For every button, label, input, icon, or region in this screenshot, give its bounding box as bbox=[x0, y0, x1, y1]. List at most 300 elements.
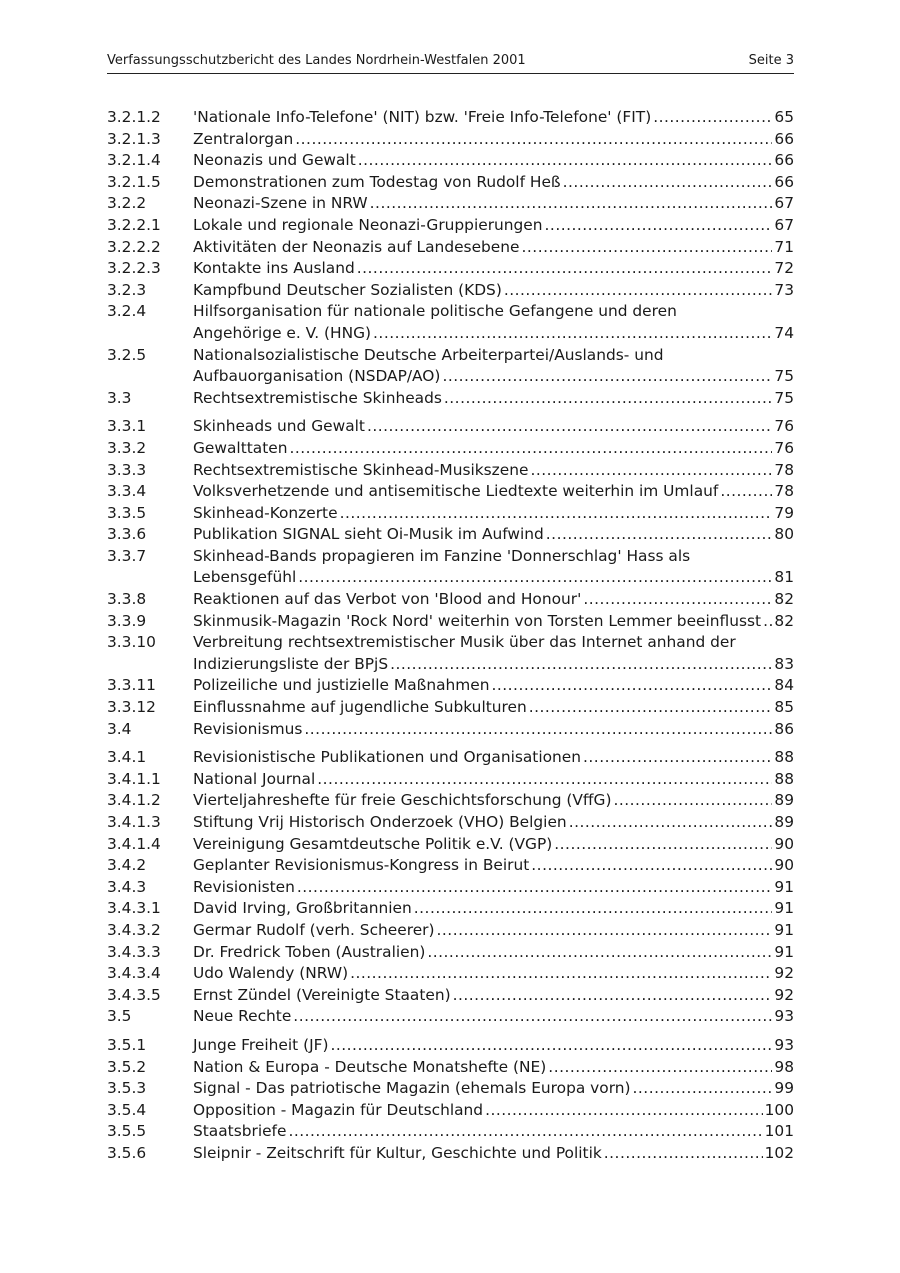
dot-leader bbox=[545, 215, 773, 237]
dot-leader bbox=[485, 1100, 763, 1122]
toc-entry-page: 91 bbox=[774, 942, 794, 961]
toc-entry-number: 3.5.1 bbox=[107, 1035, 147, 1054]
toc-entry-body bbox=[193, 877, 794, 899]
toc-entry-title-line: Verbreitung rechtsextremistischer Musik über das Internet anhand der bbox=[193, 633, 736, 652]
dot-leader bbox=[530, 460, 772, 482]
toc-entry-last-line bbox=[193, 524, 794, 546]
dot-leader bbox=[297, 877, 773, 899]
toc-entry-body bbox=[193, 855, 794, 877]
toc-entry-body bbox=[193, 280, 794, 302]
toc-entry-number: 3.5.2 bbox=[107, 1057, 147, 1076]
toc-entry[interactable] bbox=[107, 812, 794, 834]
toc-entry-number: 3.4.3.3 bbox=[107, 942, 161, 961]
toc-entry-page: 91 bbox=[774, 920, 794, 939]
toc-entry-title: Germar Rudolf (verh. Scheerer) bbox=[193, 920, 435, 939]
toc-entry-number: 3.2.1.4 bbox=[107, 151, 161, 170]
toc-entry-body bbox=[193, 812, 794, 834]
toc-entry-body bbox=[193, 632, 794, 675]
toc-entry-title: 'Nationale Info-Telefone' (NIT) bzw. 'Freie Info-Telefone' (FIT) bbox=[193, 108, 652, 126]
toc-entry[interactable] bbox=[107, 920, 794, 942]
dot-leader bbox=[653, 107, 772, 129]
toc-entry-last-line bbox=[193, 388, 794, 410]
toc-entry-title: Zentralorgan bbox=[193, 129, 294, 148]
toc-entry-body bbox=[193, 215, 794, 237]
toc-entry-last-line bbox=[193, 747, 794, 769]
toc-entry-title: Kontakte ins Ausland bbox=[193, 259, 355, 278]
toc-entry-title: Geplanter Revisionismus-Kongress in Beirut bbox=[193, 856, 530, 875]
toc-entry-last-line bbox=[193, 1143, 794, 1165]
toc-entry-title: Ernst Zündel (Vereinigte Staaten) bbox=[193, 985, 451, 1004]
toc-entry-page: 66 bbox=[774, 172, 794, 191]
toc-entry-page: 101 bbox=[764, 1122, 794, 1141]
toc-entry[interactable] bbox=[107, 301, 794, 344]
toc-entry-last-line bbox=[193, 855, 794, 877]
toc-entry-body bbox=[193, 301, 794, 344]
toc-entry-number: 3.3.11 bbox=[107, 676, 156, 695]
toc-entry-last-line bbox=[193, 1057, 794, 1079]
toc-entry-page: 98 bbox=[774, 1057, 794, 1076]
toc-entry-last-line bbox=[193, 769, 794, 791]
toc-entry[interactable] bbox=[107, 345, 794, 388]
toc-entry-title: Skinheads und Gewalt bbox=[193, 417, 365, 436]
toc-entry-body bbox=[193, 546, 794, 589]
toc-entry-title: Sleipnir - Zeitschrift für Kultur, Geschichte und Politik bbox=[193, 1143, 602, 1162]
toc-entry-title: Stiftung Vrij Historisch Onderzoek (VHO) Belgien bbox=[193, 813, 567, 831]
toc-entry[interactable] bbox=[107, 877, 794, 899]
toc-entry-body bbox=[193, 834, 794, 856]
toc-entry-body bbox=[193, 589, 794, 611]
toc-entry-page: 88 bbox=[774, 748, 794, 767]
toc-entry-body bbox=[193, 237, 794, 259]
dot-leader bbox=[340, 503, 773, 525]
dot-leader bbox=[293, 1006, 772, 1028]
toc-entry-last-line bbox=[193, 920, 794, 942]
toc-entry-page: 71 bbox=[774, 237, 794, 256]
toc-entry-last-line bbox=[193, 1006, 794, 1028]
toc-entry-number: 3.2.2.2 bbox=[107, 237, 161, 256]
toc-entry[interactable] bbox=[107, 697, 794, 719]
toc-entry[interactable] bbox=[107, 834, 794, 856]
toc-entry-body bbox=[193, 611, 794, 633]
toc-entry-body bbox=[193, 1143, 794, 1165]
toc-entry-last-line bbox=[193, 589, 794, 611]
dot-leader bbox=[317, 769, 772, 791]
toc-entry-page: 89 bbox=[774, 791, 794, 810]
toc-entry-page: 86 bbox=[774, 719, 794, 738]
toc-entry-title: Volksverhetzende und antisemitische Liedtexte weiterhin im Umlauf bbox=[193, 482, 719, 501]
toc-entry-number: 3.3 bbox=[107, 388, 132, 407]
toc-entry-last-line bbox=[193, 129, 794, 151]
toc-entry-title: David Irving, Großbritannien bbox=[193, 899, 412, 918]
toc-entry-page: 72 bbox=[774, 259, 794, 278]
toc-entry-number: 3.4 bbox=[107, 719, 132, 738]
toc-entry[interactable] bbox=[107, 237, 794, 259]
toc-entry[interactable] bbox=[107, 611, 794, 633]
toc-entry-number: 3.3.3 bbox=[107, 460, 147, 479]
toc-entry-title: Angehörige e. V. (HNG) bbox=[193, 323, 372, 342]
toc-entry-title: Lebensgefühl bbox=[193, 568, 297, 587]
toc-entry-page: 91 bbox=[774, 877, 794, 896]
toc-entry[interactable] bbox=[107, 416, 794, 438]
toc-entry-body bbox=[193, 942, 794, 964]
toc-entry-title-line: Skinhead-Bands propagieren im Fanzine 'Donnerschlag' Hass als bbox=[193, 546, 691, 565]
dot-leader bbox=[358, 150, 773, 172]
toc-entry[interactable] bbox=[107, 1057, 794, 1079]
toc-entry-body bbox=[193, 193, 794, 215]
toc-entry-number: 3.4.3.4 bbox=[107, 964, 161, 983]
toc-entry-number: 3.4.1.3 bbox=[107, 813, 161, 831]
toc-entry-last-line bbox=[193, 675, 794, 697]
dot-leader bbox=[529, 697, 773, 719]
toc-entry[interactable] bbox=[107, 1035, 794, 1057]
toc-entry-body bbox=[193, 481, 794, 503]
toc-entry-body bbox=[193, 963, 794, 985]
dot-leader bbox=[298, 567, 772, 589]
toc-entry-title: Nation & Europa - Deutsche Monatshefte (NE) bbox=[193, 1057, 547, 1076]
toc-entry-number: 3.4.1 bbox=[107, 748, 147, 767]
toc-entry-last-line bbox=[193, 172, 794, 194]
toc-entry-page: 76 bbox=[774, 417, 794, 436]
toc-entry-number: 3.4.2 bbox=[107, 856, 147, 875]
toc-entry-page: 66 bbox=[774, 129, 794, 148]
toc-entry-title: Publikation SIGNAL sieht Oi-Musik im Aufwind bbox=[193, 525, 544, 544]
toc-entry-title: Kampfbund Deutscher Sozialisten (KDS) bbox=[193, 280, 502, 299]
toc-entry-title: Revisionismus bbox=[193, 719, 303, 738]
toc-entry-number: 3.2.1.2 bbox=[107, 108, 161, 126]
dot-leader bbox=[357, 258, 773, 280]
toc-entry-page: 85 bbox=[774, 698, 794, 717]
toc-entry-body bbox=[193, 1121, 794, 1143]
toc-entry-number: 3.5.5 bbox=[107, 1122, 147, 1141]
toc-entry-title: Indizierungsliste der BPjS bbox=[193, 654, 389, 673]
toc-entry-last-line bbox=[193, 481, 794, 503]
toc-entry-body bbox=[193, 258, 794, 280]
toc-entry-body bbox=[193, 172, 794, 194]
toc-entry[interactable] bbox=[107, 438, 794, 460]
toc-entry[interactable] bbox=[107, 1006, 794, 1028]
toc-entry[interactable] bbox=[107, 675, 794, 697]
toc-entry-number: 3.2.1.3 bbox=[107, 129, 161, 148]
dot-leader bbox=[720, 481, 772, 503]
dot-leader bbox=[373, 323, 772, 345]
toc-entry-page: 78 bbox=[774, 460, 794, 479]
toc-entry-title: Neue Rechte bbox=[193, 1007, 292, 1026]
toc-entry-title: Neonazis und Gewalt bbox=[193, 151, 356, 170]
dot-leader bbox=[444, 388, 773, 410]
toc-entry[interactable] bbox=[107, 747, 794, 769]
toc-entry-last-line bbox=[193, 812, 794, 834]
toc-entry-last-line bbox=[193, 697, 794, 719]
toc-entry-page: 74 bbox=[774, 323, 794, 342]
dot-leader bbox=[763, 611, 772, 633]
toc-entry-number: 3.3.1 bbox=[107, 417, 147, 436]
toc-entry-body bbox=[193, 1100, 794, 1122]
toc-entry-last-line bbox=[193, 790, 794, 812]
toc-entry-title: Aktivitäten der Neonazis auf Landesebene bbox=[193, 237, 520, 256]
toc-entry-title: Einflussnahme auf jugendliche Subkulturen bbox=[193, 698, 527, 717]
toc-entry-last-line bbox=[193, 1100, 794, 1122]
toc-entry-page: 92 bbox=[774, 985, 794, 1004]
toc-entry-last-line bbox=[193, 1035, 794, 1057]
toc-entry-last-line bbox=[193, 193, 794, 215]
dot-leader bbox=[427, 942, 772, 964]
toc-entry-last-line bbox=[193, 438, 794, 460]
toc-entry-last-line bbox=[193, 985, 794, 1007]
toc-entry-last-line bbox=[193, 719, 794, 741]
toc-entry-number: 3.4.3.2 bbox=[107, 920, 161, 939]
dot-leader bbox=[390, 654, 772, 676]
toc-entry-page: 92 bbox=[774, 964, 794, 983]
toc-entry-last-line bbox=[193, 834, 794, 856]
toc-entry-page: 75 bbox=[774, 367, 794, 386]
toc-entry[interactable] bbox=[107, 150, 794, 172]
toc-entry-last-line bbox=[193, 323, 794, 345]
toc-entry-title: Signal - Das patriotische Magazin (ehemals Europa vorn) bbox=[193, 1079, 631, 1098]
table-of-contents bbox=[107, 107, 794, 1165]
toc-entry-title: Vereinigung Gesamtdeutsche Politik e.V. (VGP) bbox=[193, 834, 553, 853]
dot-leader bbox=[613, 790, 772, 812]
toc-entry-number: 3.3.2 bbox=[107, 438, 147, 457]
toc-entry-page: 93 bbox=[774, 1007, 794, 1026]
toc-entry-page: 102 bbox=[764, 1143, 794, 1162]
toc-entry-body bbox=[193, 769, 794, 791]
toc-entry-last-line bbox=[193, 237, 794, 259]
toc-entry-number: 3.4.3 bbox=[107, 877, 147, 896]
toc-entry[interactable] bbox=[107, 1078, 794, 1100]
toc-entry-number: 3.3.9 bbox=[107, 611, 147, 630]
toc-entry-title: Opposition - Magazin für Deutschland bbox=[193, 1100, 484, 1119]
toc-entry-number: 3.4.1.2 bbox=[107, 791, 161, 810]
toc-entry-page: 84 bbox=[774, 676, 794, 695]
toc-entry-last-line bbox=[193, 258, 794, 280]
toc-entry[interactable] bbox=[107, 388, 794, 410]
toc-entry-body bbox=[193, 985, 794, 1007]
toc-entry-number: 3.5.4 bbox=[107, 1100, 147, 1119]
dot-leader bbox=[289, 438, 772, 460]
dot-leader bbox=[491, 675, 772, 697]
toc-entry[interactable] bbox=[107, 1121, 794, 1143]
toc-entry-page: 90 bbox=[774, 834, 794, 853]
toc-entry-last-line bbox=[193, 1078, 794, 1100]
toc-entry-body bbox=[193, 675, 794, 697]
toc-entry-last-line bbox=[193, 654, 794, 676]
toc-entry-body bbox=[193, 747, 794, 769]
toc-entry-number: 3.2.4 bbox=[107, 302, 147, 321]
toc-entry-number: 3.2.2.1 bbox=[107, 215, 161, 234]
toc-entry-number: 3.2.5 bbox=[107, 345, 147, 364]
toc-entry[interactable] bbox=[107, 460, 794, 482]
toc-entry-page: 93 bbox=[774, 1035, 794, 1054]
toc-entry-number: 3.4.1.4 bbox=[107, 834, 161, 853]
toc-entry-title: Polizeiliche und justizielle Maßnahmen bbox=[193, 676, 490, 695]
toc-entry-last-line bbox=[193, 898, 794, 920]
dot-leader bbox=[330, 1035, 772, 1057]
dot-leader bbox=[414, 898, 773, 920]
toc-entry-title: Udo Walendy (NRW) bbox=[193, 964, 349, 983]
dot-leader bbox=[350, 963, 772, 985]
toc-entry-last-line bbox=[193, 460, 794, 482]
toc-entry-page: 76 bbox=[774, 438, 794, 457]
toc-entry-title: National Journal bbox=[193, 769, 316, 788]
toc-entry[interactable] bbox=[107, 524, 794, 546]
page-header bbox=[107, 53, 794, 74]
toc-entry-body bbox=[193, 416, 794, 438]
toc-entry-page: 90 bbox=[774, 856, 794, 875]
toc-entry-body bbox=[193, 719, 794, 741]
dot-leader bbox=[569, 812, 773, 834]
toc-entry[interactable] bbox=[107, 790, 794, 812]
toc-entry[interactable] bbox=[107, 172, 794, 194]
toc-entry-body bbox=[193, 920, 794, 942]
toc-entry-last-line bbox=[193, 567, 794, 589]
page-number: Seite 3 bbox=[748, 53, 794, 68]
toc-entry-body bbox=[193, 1035, 794, 1057]
toc-entry-last-line bbox=[193, 942, 794, 964]
dot-leader bbox=[442, 366, 772, 388]
toc-entry-title: Gewalttaten bbox=[193, 438, 288, 457]
dot-leader bbox=[554, 834, 772, 856]
toc-entry-last-line bbox=[193, 963, 794, 985]
toc-entry-body bbox=[193, 107, 794, 129]
dot-leader bbox=[546, 524, 773, 546]
toc-entry-last-line bbox=[193, 150, 794, 172]
toc-entry[interactable] bbox=[107, 632, 794, 675]
dot-leader bbox=[548, 1057, 772, 1079]
toc-entry[interactable] bbox=[107, 963, 794, 985]
toc-entry-title: Skinhead-Konzerte bbox=[193, 503, 338, 522]
dot-leader bbox=[367, 416, 772, 438]
toc-entry-number: 3.2.2.3 bbox=[107, 259, 161, 278]
toc-entry-number: 3.3.4 bbox=[107, 482, 147, 501]
toc-entry-number: 3.4.1.1 bbox=[107, 769, 161, 788]
toc-entry[interactable] bbox=[107, 898, 794, 920]
toc-entry-title-line: Hilfsorganisation für nationale politische Gefangene und deren bbox=[193, 302, 677, 321]
toc-entry-page: 67 bbox=[774, 215, 794, 234]
toc-entry-title: Revisionistische Publikationen und Organisationen bbox=[193, 748, 582, 767]
toc-entry-number: 3.3.8 bbox=[107, 590, 147, 609]
toc-entry-last-line bbox=[193, 416, 794, 438]
toc-entry-body bbox=[193, 150, 794, 172]
toc-entry-number: 3.4.3.5 bbox=[107, 985, 161, 1004]
dot-leader bbox=[370, 193, 773, 215]
toc-entry[interactable] bbox=[107, 942, 794, 964]
toc-entry-page: 81 bbox=[774, 568, 794, 587]
dot-leader bbox=[295, 129, 772, 151]
toc-entry[interactable] bbox=[107, 481, 794, 503]
toc-entry-body bbox=[193, 1078, 794, 1100]
toc-entry[interactable] bbox=[107, 503, 794, 525]
toc-entry[interactable] bbox=[107, 546, 794, 589]
toc-entry-body bbox=[193, 503, 794, 525]
toc-entry-last-line bbox=[193, 215, 794, 237]
toc-entry-number: 3.3.12 bbox=[107, 698, 156, 717]
toc-entry-title: Junge Freiheit (JF) bbox=[193, 1035, 329, 1054]
toc-entry-number: 3.5.6 bbox=[107, 1143, 147, 1162]
toc-entry[interactable] bbox=[107, 1143, 794, 1165]
toc-entry-title: Vierteljahreshefte für freie Geschichtsforschung (VffG) bbox=[193, 791, 612, 810]
toc-entry-body bbox=[193, 790, 794, 812]
toc-entry-page: 80 bbox=[774, 525, 794, 544]
dot-leader bbox=[437, 920, 773, 942]
toc-entry-title: Revisionisten bbox=[193, 877, 295, 896]
toc-entry[interactable] bbox=[107, 258, 794, 280]
toc-entry-number: 3.3.10 bbox=[107, 633, 156, 652]
toc-entry-last-line bbox=[193, 107, 794, 129]
dot-leader bbox=[531, 855, 772, 877]
toc-entry-body bbox=[193, 898, 794, 920]
dot-leader bbox=[504, 280, 773, 302]
toc-entry-number: 3.3.5 bbox=[107, 503, 147, 522]
toc-entry-page: 79 bbox=[774, 503, 794, 522]
toc-entry[interactable] bbox=[107, 855, 794, 877]
toc-entry-last-line bbox=[193, 611, 794, 633]
toc-entry-last-line bbox=[193, 280, 794, 302]
toc-entry-last-line bbox=[193, 503, 794, 525]
toc-entry-title: Dr. Fredrick Toben (Australien) bbox=[193, 942, 426, 961]
toc-entry-page: 73 bbox=[774, 280, 794, 299]
toc-entry-body bbox=[193, 388, 794, 410]
toc-entry-title: Lokale und regionale Neonazi-Gruppierungen bbox=[193, 215, 543, 234]
toc-entry-title: Neonazi-Szene in NRW bbox=[193, 194, 368, 213]
toc-entry-body bbox=[193, 1057, 794, 1079]
toc-entry-number: 3.5.3 bbox=[107, 1079, 147, 1098]
toc-entry[interactable] bbox=[107, 193, 794, 215]
toc-entry-page: 82 bbox=[774, 590, 794, 609]
toc-entry-title: Aufbauorganisation (NSDAP/AO) bbox=[193, 367, 441, 386]
dot-leader bbox=[583, 747, 772, 769]
toc-entry-body bbox=[193, 1006, 794, 1028]
toc-entry-page: 66 bbox=[774, 151, 794, 170]
toc-entry-number: 3.4.3.1 bbox=[107, 899, 161, 918]
toc-entry-page: 78 bbox=[774, 482, 794, 501]
toc-entry-body bbox=[193, 438, 794, 460]
toc-entry-number: 3.2.1.5 bbox=[107, 172, 161, 191]
toc-entry[interactable] bbox=[107, 215, 794, 237]
dot-leader bbox=[453, 985, 773, 1007]
toc-entry-page: 82 bbox=[774, 611, 794, 630]
toc-entry-title: Reaktionen auf das Verbot von 'Blood and Honour' bbox=[193, 590, 582, 609]
toc-entry-body bbox=[193, 460, 794, 482]
document-title: Verfassungsschutzbericht des Landes Nordrhein-Westfalen 2001 bbox=[107, 53, 526, 68]
toc-entry-number: 3.2.2 bbox=[107, 194, 147, 213]
toc-entry[interactable] bbox=[107, 107, 794, 129]
toc-entry-number: 3.3.6 bbox=[107, 525, 147, 544]
toc-entry-title: Demonstrationen zum Todestag von Rudolf Heß bbox=[193, 172, 561, 191]
toc-entry-body bbox=[193, 129, 794, 151]
toc-entry[interactable] bbox=[107, 280, 794, 302]
toc-entry-number: 3.2.3 bbox=[107, 280, 147, 299]
toc-entry-page: 88 bbox=[774, 769, 794, 788]
toc-entry-page: 67 bbox=[774, 194, 794, 213]
dot-leader bbox=[583, 589, 772, 611]
toc-entry-title: Rechtsextremistische Skinheads bbox=[193, 388, 442, 407]
toc-entry[interactable] bbox=[107, 769, 794, 791]
toc-entry[interactable] bbox=[107, 1100, 794, 1122]
toc-entry-last-line bbox=[193, 1121, 794, 1143]
toc-entry[interactable] bbox=[107, 129, 794, 151]
toc-entry-number: 3.3.7 bbox=[107, 546, 147, 565]
toc-entry-body bbox=[193, 345, 794, 388]
toc-entry-title: Rechtsextremistische Skinhead-Musikszene bbox=[193, 460, 529, 479]
toc-entry[interactable] bbox=[107, 719, 794, 741]
toc-entry-page: 100 bbox=[764, 1100, 794, 1119]
toc-entry[interactable] bbox=[107, 589, 794, 611]
toc-entry-page: 89 bbox=[774, 813, 794, 831]
toc-entry-last-line bbox=[193, 366, 794, 388]
toc-entry[interactable] bbox=[107, 985, 794, 1007]
dot-leader bbox=[288, 1121, 762, 1143]
toc-entry-body bbox=[193, 524, 794, 546]
